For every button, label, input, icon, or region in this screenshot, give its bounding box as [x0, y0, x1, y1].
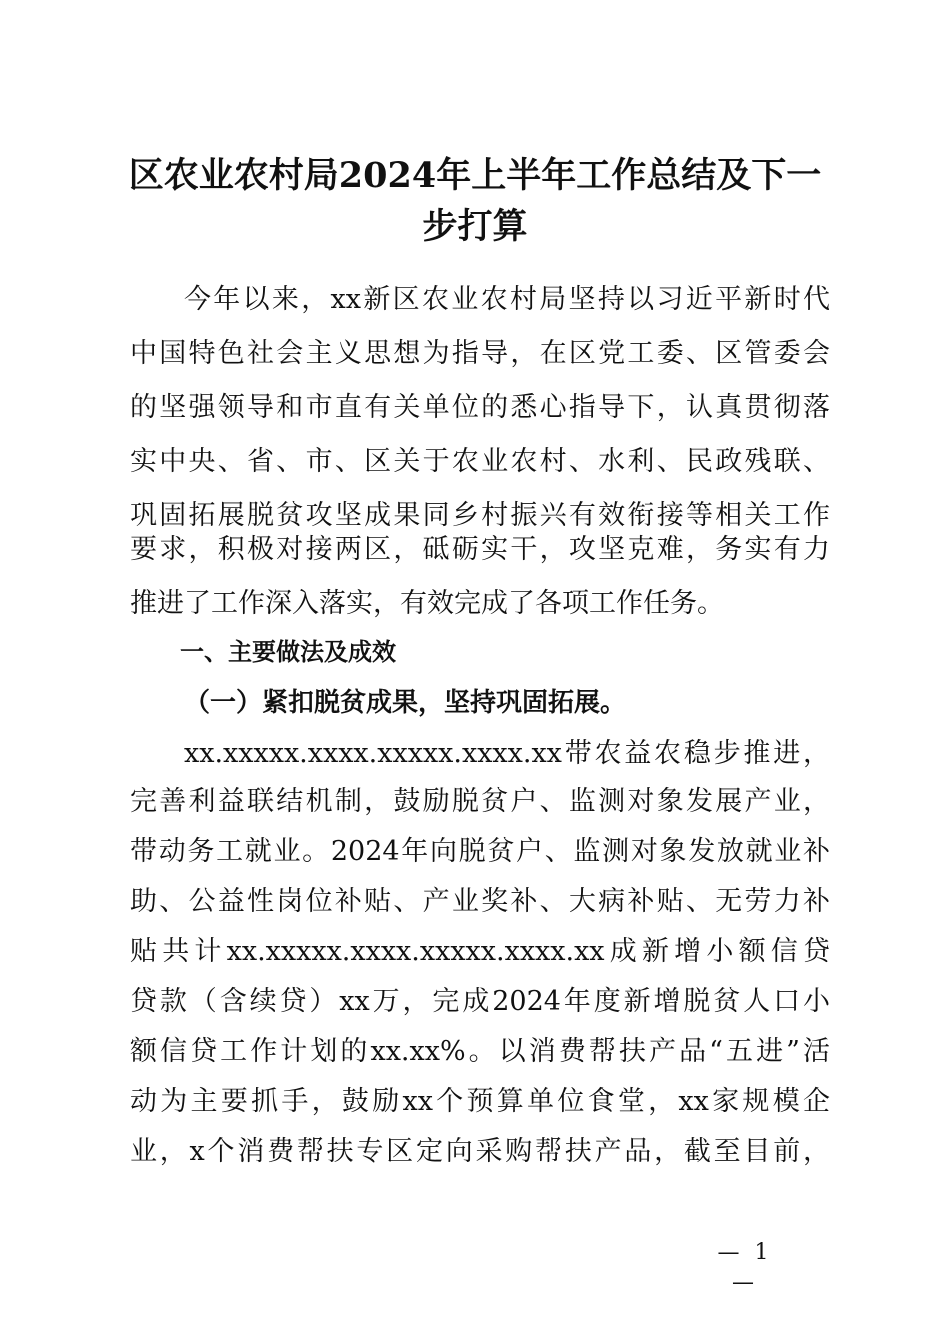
body-paragraph-line: 带动务工就业。2024年向脱贫户、监测对象发放就业补	[130, 836, 830, 867]
body-paragraph-line: 贴共计xx.xxxxx.xxxx.xxxxx.xxxx.xx成新增小额信贷	[130, 936, 830, 967]
intro-paragraph-line: 中国特色社会主义思想为指导，在区党工委、区管委会	[130, 338, 830, 369]
intro-paragraph-line: 今年以来，xx新区农业农村局坚持以习近平新时代	[184, 284, 830, 315]
body-paragraph-line: xx.xxxxx.xxxx.xxxxx.xxxx.xx带农益农稳步推进，	[184, 738, 830, 769]
intro-paragraph-line: 巩固拓展脱贫攻坚成果同乡村振兴有效衔接等相关工作	[130, 500, 830, 531]
body-paragraph-line: 助、公益性岗位补贴、产业奖补、大病补贴、无劳力补	[130, 886, 830, 917]
body-paragraph-line: 完善利益联结机制，鼓励脱贫户、监测对象发展产业，	[130, 786, 830, 817]
page-number: — 1 —	[717, 1240, 773, 1295]
section-heading: 一、主要做法及成效	[180, 638, 396, 666]
intro-paragraph-line: 推进了工作深入落实，有效完成了各项工作任务。	[130, 588, 724, 619]
subsection-heading: （一）紧扣脱贫成果，坚持巩固拓展。	[184, 688, 627, 718]
intro-paragraph-line: 的坚强领导和市直有关单位的悉心指导下，认真贯彻落	[130, 392, 830, 423]
intro-paragraph-line: 要求，积极对接两区，砥砺实干，攻坚克难，务实有力	[130, 534, 830, 565]
body-paragraph-line: 额信贷工作计划的xx.xx%。以消费帮扶产品“五进”活	[130, 1036, 830, 1067]
body-paragraph-line: 业，x个消费帮扶专区定向采购帮扶产品，截至目前，	[130, 1136, 830, 1167]
document-title-line-1: 区农业农村局2024年上半年工作总结及下一	[128, 155, 822, 196]
intro-paragraph-line: 实中央、省、市、区关于农业农村、水利、民政残联、	[130, 446, 830, 477]
document-title-line-2: 步打算	[422, 206, 528, 247]
body-paragraph-line: 动为主要抓手，鼓励xx个预算单位食堂，xx家规模企	[130, 1086, 830, 1117]
body-paragraph-line: 贷款（含续贷）xx万，完成2024年度新增脱贫人口小	[130, 986, 830, 1017]
